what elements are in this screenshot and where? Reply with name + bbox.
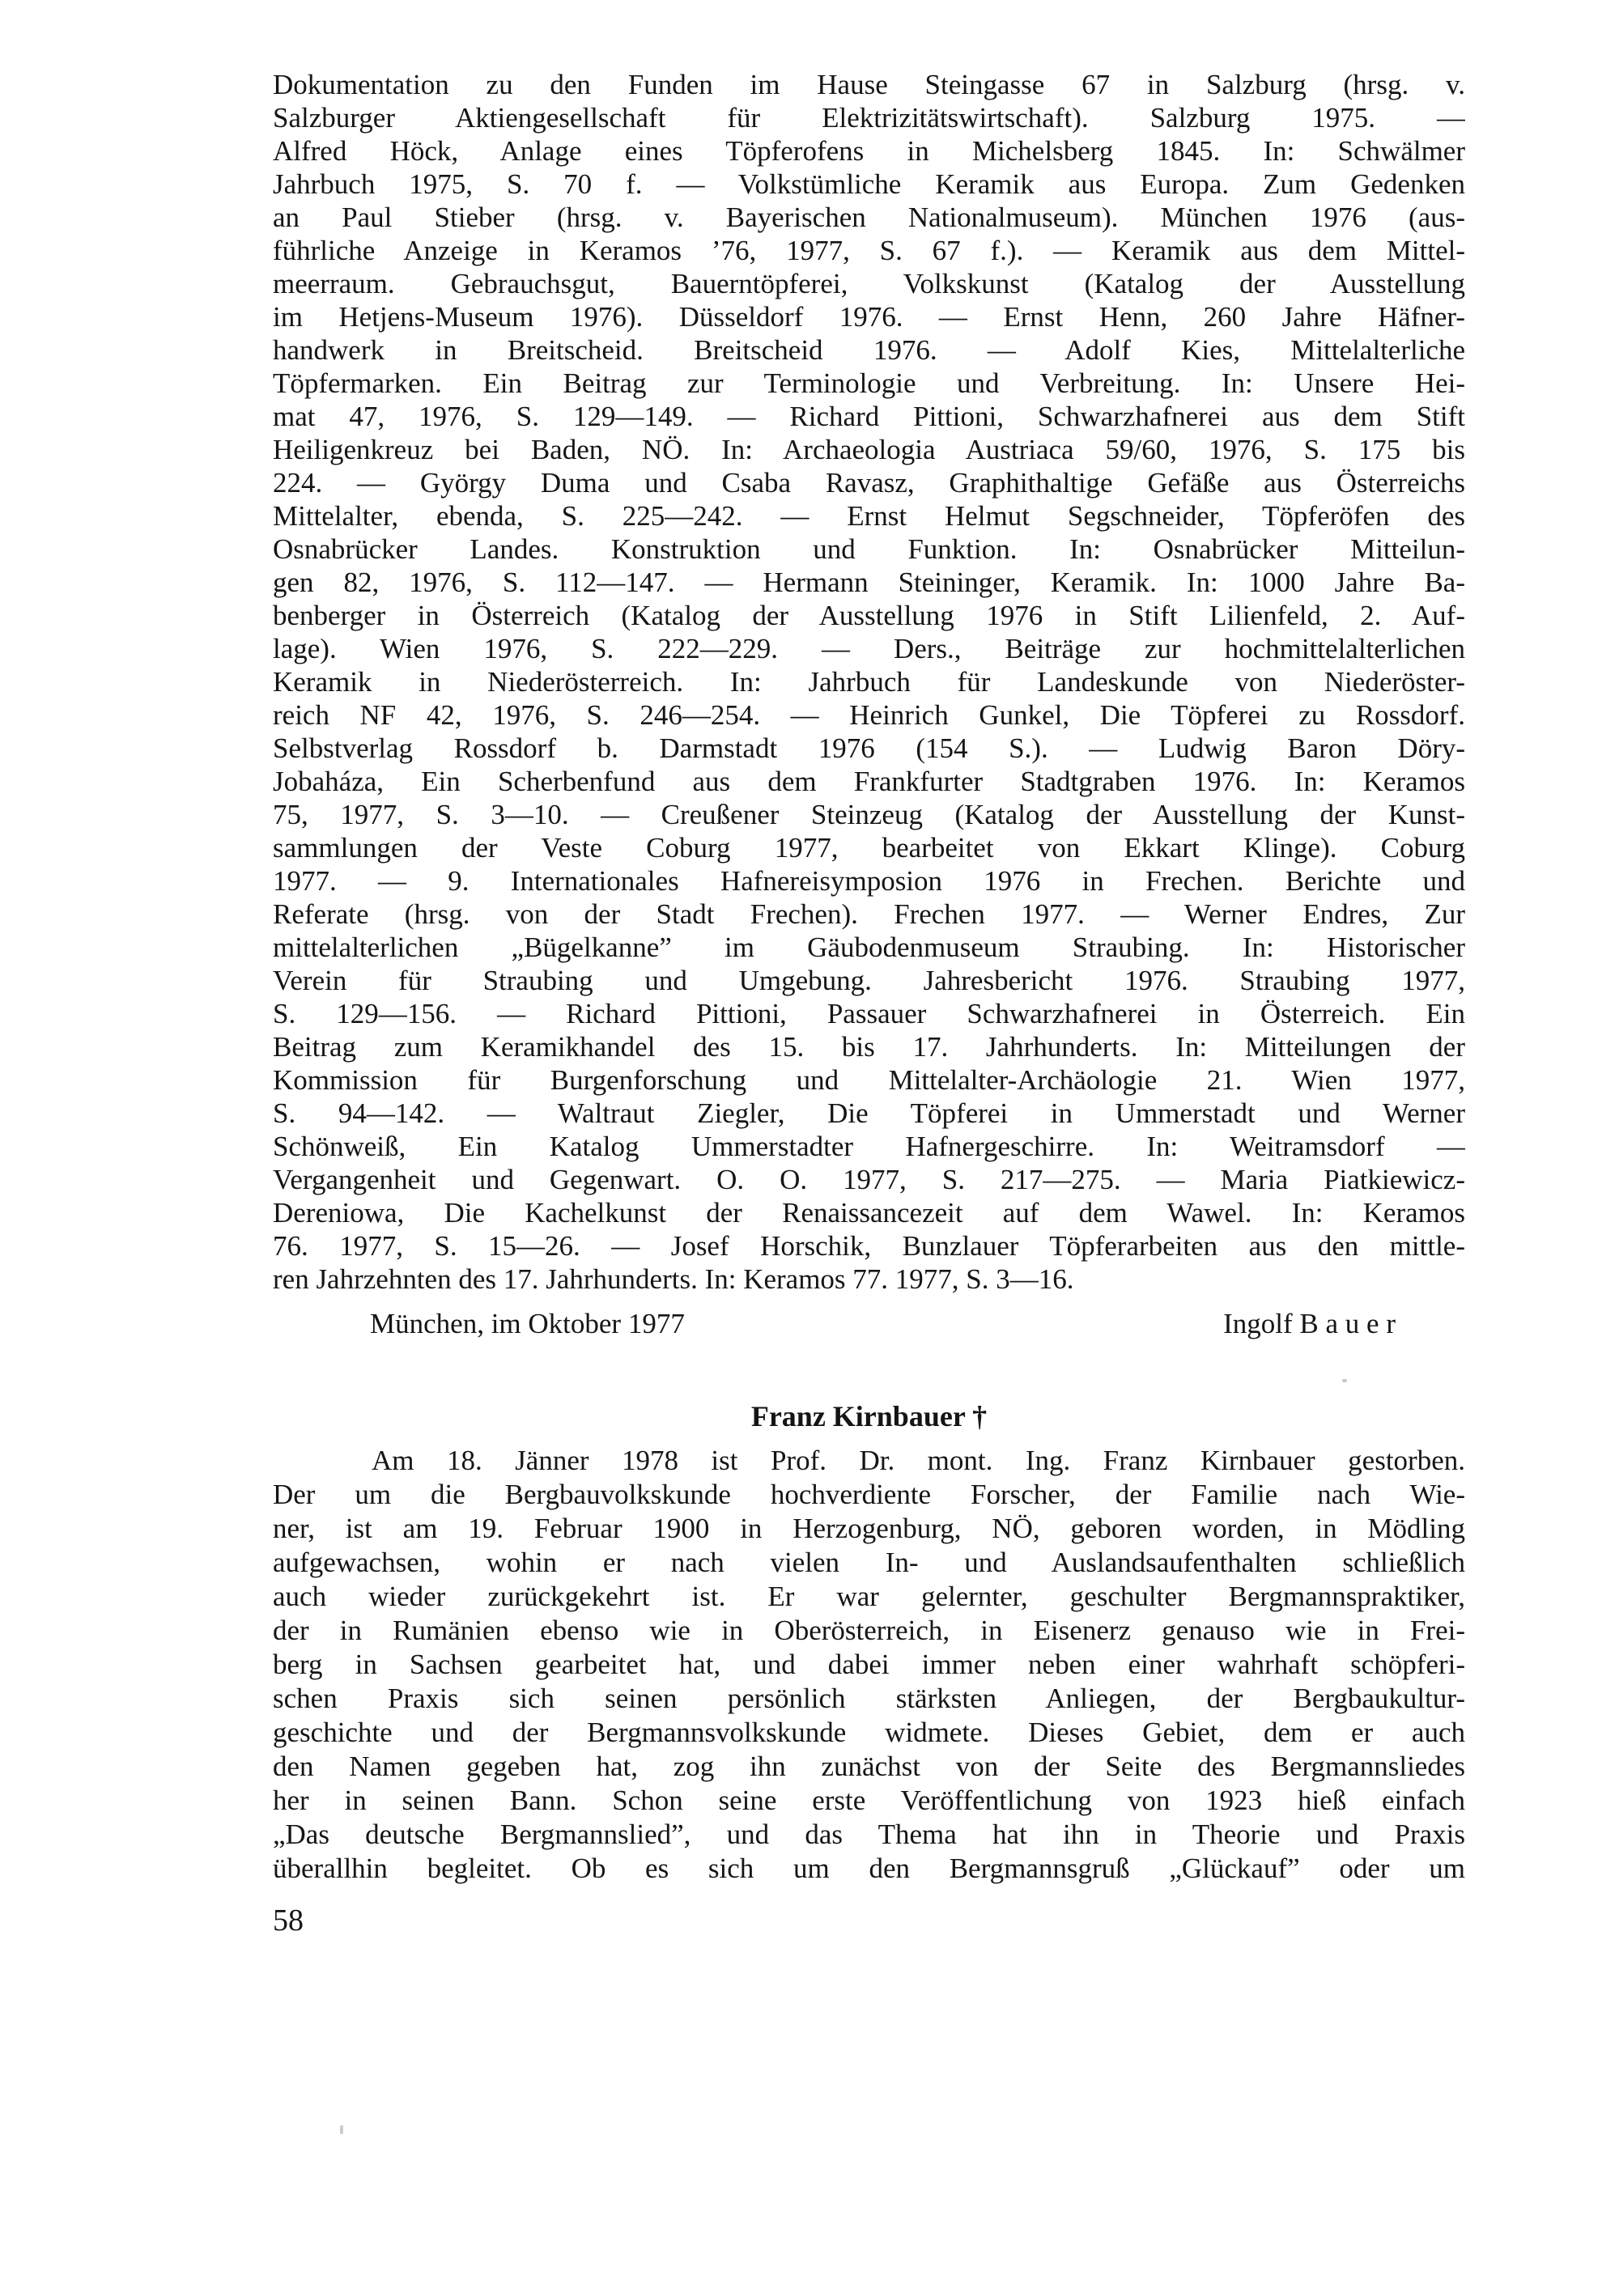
- text-line: mittelalterlichen „Bügelkanne” im Gäubodenmuseum Straubing. In: Historischer: [273, 932, 1465, 963]
- text-line: führliche Anzeige in Keramos ’76, 1977, S. 67 f.). — Keramik aus dem Mittel-: [273, 235, 1465, 266]
- text-line: lage). Wien 1976, S. 222—229. — Ders., Beiträge zur hochmittelalterlichen: [273, 633, 1465, 664]
- text-line: her in seinen Bann. Schon seine erste Veröffentlichung von 1923 hieß einfach: [273, 1785, 1465, 1816]
- text-line: Jahrbuch 1975, S. 70 f. — Volkstümliche Keramik aus Europa. Zum Gedenken: [273, 168, 1465, 200]
- text-line: benberger in Österreich (Katalog der Ausstellung 1976 in Stift Lilienfeld, 2. Auf-: [273, 600, 1465, 631]
- text-line: der in Rumänien ebenso wie in Oberösterreich, in Eisenerz genauso wie in Frei-: [273, 1615, 1465, 1646]
- text-line: im Hetjens-Museum 1976). Düsseldorf 1976. — Ernst Henn, 260 Jahre Häfner-: [273, 301, 1465, 333]
- scan-speck: [1342, 1379, 1347, 1382]
- text-line: sammlungen der Veste Coburg 1977, bearbeitet von Ekkart Klinge). Coburg: [273, 832, 1465, 864]
- text-line: 1977. — 9. Internationales Hafnereisymposion 1976 in Frechen. Berichte und: [273, 865, 1465, 897]
- text-line: Referate (hrsg. von der Stadt Frechen). Frechen 1977. — Werner Endres, Zur: [273, 898, 1465, 930]
- text-line: S. 94—142. — Waltraut Ziegler, Die Töpferei in Ummerstadt und Werner: [273, 1097, 1465, 1129]
- signature-place-date: München, im Oktober 1977: [370, 1308, 685, 1339]
- text-line: gen 82, 1976, S. 112—147. — Hermann Steininger, Keramik. In: 1000 Jahre Ba-: [273, 567, 1465, 598]
- text-line: „Das deutsche Bergmannslied”, und das Thema hat ihn in Theorie und Praxis: [273, 1819, 1465, 1850]
- text-line: 75, 1977, S. 3—10. — Creußener Steinzeug (Katalog der Ausstellung der Kunst-: [273, 799, 1465, 830]
- obituary-heading: Franz Kirnbauer †: [750, 1400, 988, 1432]
- bibliography-paragraph: [273, 68, 1465, 1296]
- text-line: überallhin begleitet. Ob es sich um den Bergmannsgruß „Glückauf” oder um: [273, 1853, 1465, 1884]
- text-line: Alfred Höck, Anlage eines Töpferofens in Michelsberg 1845. In: Schwälmer: [273, 135, 1465, 167]
- text-line: an Paul Stieber (hrsg. v. Bayerischen Nationalmuseum). München 1976 (aus-: [273, 202, 1465, 233]
- signature-author: Ingolf B a u e r: [1223, 1308, 1396, 1339]
- text-line: mat 47, 1976, S. 129—149. — Richard Pittioni, Schwarzhafnerei aus dem Stift: [273, 401, 1465, 432]
- text-line: meerraum. Gebrauchsgut, Bauerntöpferei, Volkskunst (Katalog der Ausstellung: [273, 268, 1465, 299]
- text-line: Schönweiß, Ein Katalog Ummerstadter Hafnergeschirre. In: Weitramsdorf —: [273, 1131, 1465, 1162]
- text-line: 76. 1977, S. 15—26. — Josef Horschik, Bunzlauer Töpferarbeiten aus den mittle-: [273, 1230, 1465, 1262]
- obituary-paragraph: [273, 1444, 1465, 1886]
- text-line: ren Jahrzehnten des 17. Jahrhunderts. In: Keramos 77. 1977, S. 3—16.: [273, 1263, 1074, 1295]
- text-line: Keramik in Niederösterreich. In: Jahrbuch für Landeskunde von Niederöster-: [273, 666, 1465, 698]
- text-line: Dereniowa, Die Kachelkunst der Renaissancezeit auf dem Wawel. In: Keramos: [273, 1197, 1465, 1229]
- text-line: berg in Sachsen gearbeitet hat, und dabei immer neben einer wahrhaft schöpferi-: [273, 1649, 1465, 1680]
- text-line: Dokumentation zu den Funden im Hause Steingasse 67 in Salzburg (hrsg. v.: [273, 69, 1465, 100]
- text-line: Osnabrücker Landes. Konstruktion und Funktion. In: Osnabrücker Mitteilun-: [273, 533, 1465, 565]
- text-line: S. 129—156. — Richard Pittioni, Passauer Schwarzhafnerei in Österreich. Ein: [273, 998, 1465, 1029]
- text-line: den Namen gegeben hat, zog ihn zunächst von der Seite des Bergmannsliedes: [273, 1751, 1465, 1782]
- text-line: Mittelalter, ebenda, S. 225—242. — Ernst Helmut Segschneider, Töpferöfen des: [273, 500, 1465, 532]
- text-line: handwerk in Breitscheid. Breitscheid 1976. — Adolf Kies, Mittelalterliche: [273, 334, 1465, 366]
- page-number: 58: [273, 1903, 304, 1937]
- text-line: ner, ist am 19. Februar 1900 in Herzogenburg, NÖ, geboren worden, in Mödling: [273, 1513, 1465, 1544]
- text-line: Am 18. Jänner 1978 ist Prof. Dr. mont. Ing. Franz Kirnbauer gestorben.: [372, 1445, 1465, 1476]
- text-line: Beitrag zum Keramikhandel des 15. bis 17. Jahrhunderts. In: Mitteilungen der: [273, 1031, 1465, 1063]
- text-line: Kommission für Burgenforschung und Mittelalter-Archäologie 21. Wien 1977,: [273, 1064, 1465, 1096]
- text-line: geschichte und der Bergmannsvolkskunde widmete. Dieses Gebiet, dem er auch: [273, 1717, 1465, 1748]
- text-line: reich NF 42, 1976, S. 246—254. — Heinrich Gunkel, Die Töpferei zu Rossdorf.: [273, 699, 1465, 731]
- text-line: schen Praxis sich seinen persönlich stärksten Anliegen, der Bergbaukultur-: [273, 1683, 1465, 1714]
- text-line: Jobaháza, Ein Scherbenfund aus dem Frankfurter Stadtgraben 1976. In: Keramos: [273, 766, 1465, 797]
- text-line: Vergangenheit und Gegenwart. O. O. 1977, S. 217—275. — Maria Piatkiewicz-: [273, 1164, 1465, 1195]
- text-line: Verein für Straubing und Umgebung. Jahresbericht 1976. Straubing 1977,: [273, 965, 1465, 996]
- text-line: 224. — György Duma und Csaba Ravasz, Graphithaltige Gefäße aus Österreichs: [273, 467, 1465, 499]
- text-line: Salzburger Aktiengesellschaft für Elektrizitätswirtschaft). Salzburg 1975. —: [273, 102, 1465, 134]
- text-line: auch wieder zurückgekehrt ist. Er war gelernter, geschulter Bergmannspraktiker,: [273, 1581, 1465, 1612]
- signature-row: [273, 1307, 1465, 1340]
- text-line: Selbstverlag Rossdorf b. Darmstadt 1976 (154 S.). — Ludwig Baron Döry-: [273, 732, 1465, 764]
- text-line: Der um die Bergbauvolkskunde hochverdiente Forscher, der Familie nach Wie-: [273, 1479, 1465, 1510]
- text-block: [273, 68, 1465, 1886]
- text-line: Heiligenkreuz bei Baden, NÖ. In: Archaeologia Austriaca 59/60, 1976, S. 175 bis: [273, 434, 1465, 465]
- text-line: Töpfermarken. Ein Beitrag zur Terminologie und Verbreitung. In: Unsere Hei-: [273, 367, 1465, 399]
- scan-speck: [340, 2125, 343, 2134]
- text-line: aufgewachsen, wohin er nach vielen In- und Auslandsaufenthalten schließlich: [273, 1547, 1465, 1578]
